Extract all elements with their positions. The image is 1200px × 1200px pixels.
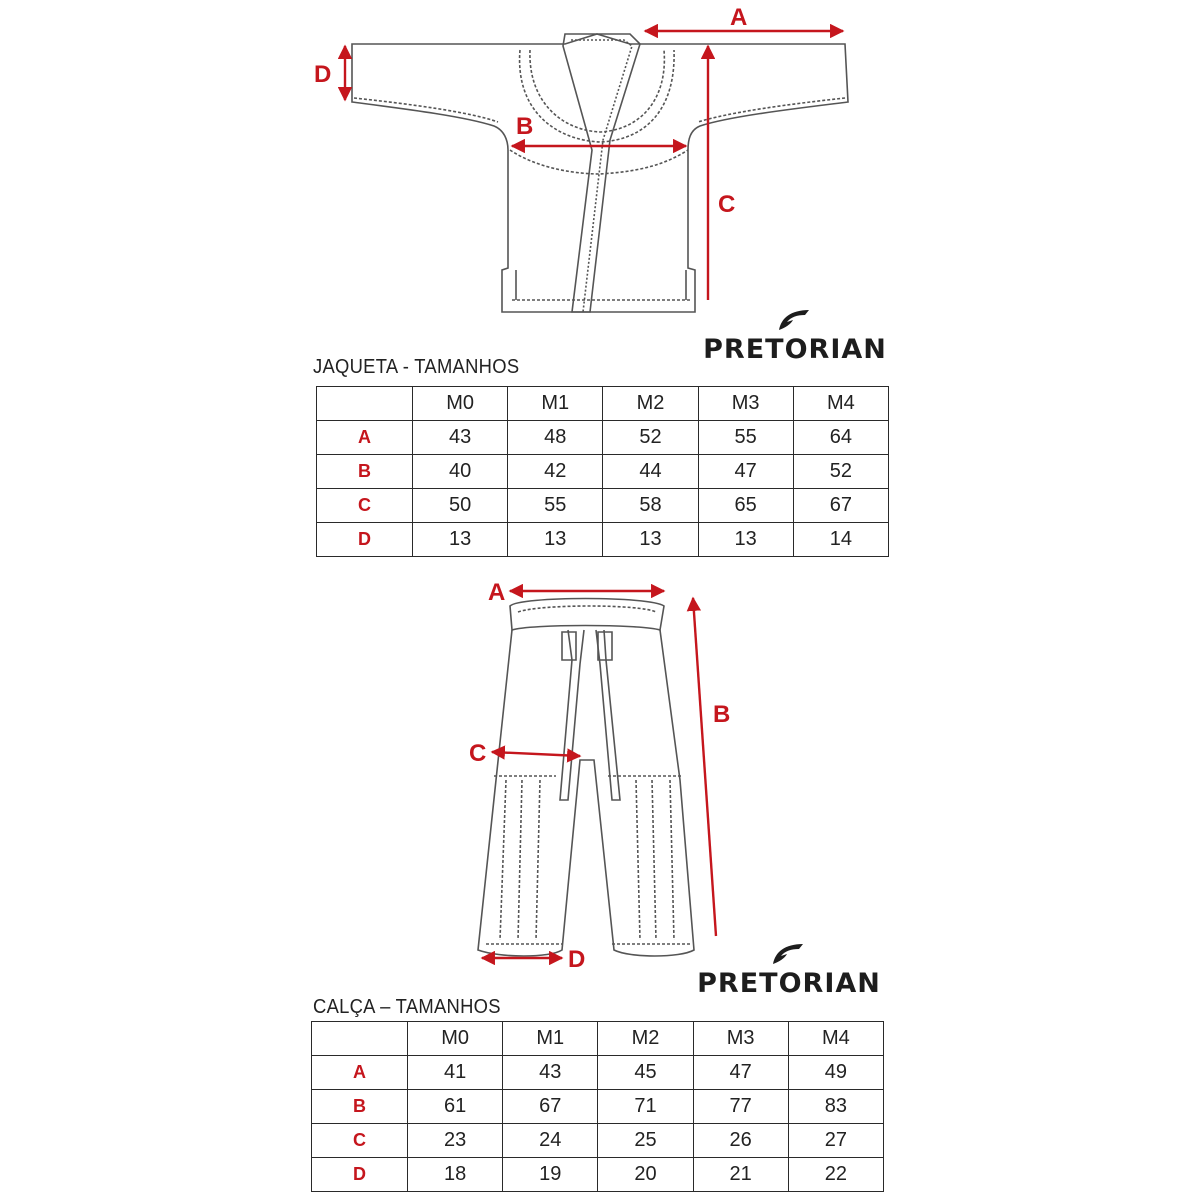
jacket-diagram [0, 0, 1200, 340]
table-cell: 43 [503, 1056, 598, 1090]
row-label: B [312, 1090, 408, 1124]
table-cell: 44 [603, 455, 698, 489]
table-cell: 43 [413, 421, 508, 455]
table-cell: 40 [413, 455, 508, 489]
table-cell: 20 [598, 1158, 693, 1192]
table-cell: 52 [793, 455, 888, 489]
pretorian-logo-icon [769, 940, 809, 966]
column-header: M0 [413, 387, 508, 421]
table-cell: 22 [788, 1158, 883, 1192]
table-row [317, 421, 889, 455]
brand-logo-pants [697, 940, 881, 999]
pretorian-logo-icon [775, 306, 815, 332]
brand-logo-jacket [703, 306, 887, 365]
column-header: M4 [788, 1022, 883, 1056]
row-label: A [312, 1056, 408, 1090]
pants-label-c: C [469, 740, 487, 767]
table-cell: 26 [693, 1124, 788, 1158]
jacket-label-b: B [516, 113, 534, 140]
table-cell: 13 [508, 523, 603, 557]
jacket-label-d: D [314, 61, 332, 88]
row-label: C [317, 489, 413, 523]
table-cell: 23 [408, 1124, 503, 1158]
table-cell: 67 [793, 489, 888, 523]
table-row [312, 1124, 884, 1158]
table-header-row [317, 387, 889, 421]
table-cell: 18 [408, 1158, 503, 1192]
pants-table-title: CALÇA – TAMANHOS [313, 996, 501, 1018]
table-row [317, 489, 889, 523]
table-row [317, 523, 889, 557]
table-cell: 21 [693, 1158, 788, 1192]
row-label: D [317, 523, 413, 557]
table-cell: 65 [698, 489, 793, 523]
table-cell: 52 [603, 421, 698, 455]
table-cell: 45 [598, 1056, 693, 1090]
table-cell: 14 [793, 523, 888, 557]
column-header: M1 [508, 387, 603, 421]
table-cell: 55 [508, 489, 603, 523]
table-row [312, 1056, 884, 1090]
column-header: M3 [698, 387, 793, 421]
table-cell: 24 [503, 1124, 598, 1158]
table-cell: 13 [413, 523, 508, 557]
table-cell: 42 [508, 455, 603, 489]
table-corner-cell [317, 387, 413, 421]
table-cell: 67 [503, 1090, 598, 1124]
table-cell: 58 [603, 489, 698, 523]
table-cell: 13 [603, 523, 698, 557]
table-cell: 71 [598, 1090, 693, 1124]
table-cell: 47 [698, 455, 793, 489]
table-cell: 13 [698, 523, 793, 557]
table-cell: 61 [408, 1090, 503, 1124]
row-label: A [317, 421, 413, 455]
table-cell: 48 [508, 421, 603, 455]
row-label: D [312, 1158, 408, 1192]
table-cell: 77 [693, 1090, 788, 1124]
column-header: M2 [603, 387, 698, 421]
column-header: M0 [408, 1022, 503, 1056]
pants-size-table [311, 1021, 884, 1192]
table-cell: 49 [788, 1056, 883, 1090]
column-header: M4 [793, 387, 888, 421]
table-row [312, 1090, 884, 1124]
pants-label-a: A [488, 579, 506, 606]
table-row [317, 455, 889, 489]
jacket-table-title: JAQUETA - TAMANHOS [313, 356, 520, 378]
pants-label-b: B [713, 701, 731, 728]
table-cell: 47 [693, 1056, 788, 1090]
table-cell: 41 [408, 1056, 503, 1090]
table-row [312, 1158, 884, 1192]
jacket-label-a: A [730, 4, 748, 31]
brand-name: PRETORIAN [703, 334, 887, 365]
column-header: M2 [598, 1022, 693, 1056]
row-label: B [317, 455, 413, 489]
table-cell: 25 [598, 1124, 693, 1158]
table-cell: 50 [413, 489, 508, 523]
brand-name: PRETORIAN [697, 968, 881, 999]
jacket-label-c: C [718, 191, 736, 218]
table-corner-cell [312, 1022, 408, 1056]
pants-label-d: D [568, 946, 586, 973]
column-header: M3 [693, 1022, 788, 1056]
jacket-size-table [316, 386, 889, 557]
table-cell: 55 [698, 421, 793, 455]
column-header: M1 [503, 1022, 598, 1056]
row-label: C [312, 1124, 408, 1158]
table-cell: 64 [793, 421, 888, 455]
table-cell: 83 [788, 1090, 883, 1124]
table-cell: 19 [503, 1158, 598, 1192]
table-cell: 27 [788, 1124, 883, 1158]
table-header-row [312, 1022, 884, 1056]
pants-diagram [0, 570, 1200, 980]
